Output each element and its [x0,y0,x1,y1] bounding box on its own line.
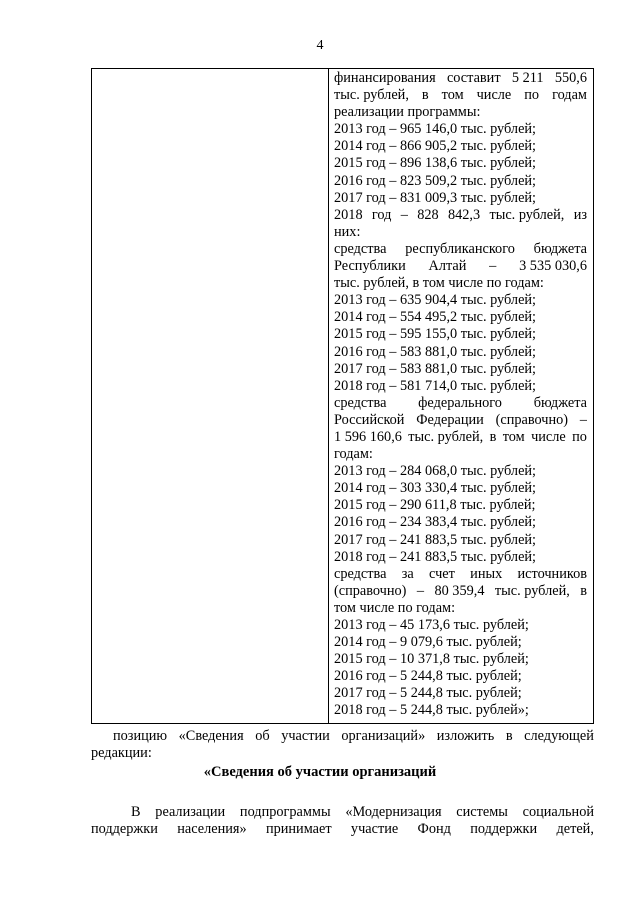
cell-text: 2014 год – 303 330,4 тыс. рублей; [334,480,537,497]
cell-text: федерального [418,394,502,411]
cell-text: 2016 год – 823 509,2 тыс. рублей; [334,172,537,189]
table-cell-line [334,207,587,224]
cell-text: в [489,428,497,445]
table-cell-line [334,634,587,651]
cell-text: 2017 год – 241 883,5 тыс. рублей; [334,531,537,548]
table-cell-line [334,463,587,480]
cell-text: – [400,206,408,223]
cell-text: числе [476,87,512,104]
cell-text: год [371,206,392,223]
paragraph-line: редакции: [91,745,152,761]
cell-text: финансирования [334,70,436,86]
cell-text: Федерации [416,411,484,428]
cell-text: 2016 год – 5 244,8 тыс. рублей; [334,668,522,685]
table-cell-line [334,497,587,514]
word: «Сведения [178,728,244,744]
word: позицию [113,728,168,744]
cell-text: 2018 год – 5 244,8 тыс. рублей»; [334,702,529,719]
word: реализации [155,804,226,820]
word: детей, [556,821,594,837]
cell-text: по [524,87,540,104]
table-cell-line [334,480,587,497]
cell-text: 2013 год – 284 068,0 тыс. рублей; [334,463,537,480]
table-cell-line [334,155,587,172]
cell-text: средства [334,565,387,582]
cell-text: том числе по годам: [334,599,456,616]
cell-text: счет [429,565,455,582]
cell-text: годам: [334,446,373,463]
paragraph-participation [91,804,594,838]
table-cell-line [334,344,587,361]
cell-text: (справочно) [334,582,407,599]
cell-text: тыс. рублей, [494,582,570,599]
paragraph-line [91,804,594,821]
table-cell-line [334,532,587,549]
cell-text: 2015 год – 10 371,8 тыс. рублей; [334,651,529,668]
cell-text: бюджета [533,394,587,411]
table-cell-line [334,258,587,275]
table-cell-line [334,190,587,207]
word: В [131,804,141,820]
cell-text: 2018 год – 241 883,5 тыс. рублей; [334,548,537,565]
cell-text: 2015 год – 595 155,0 тыс. рублей; [334,326,537,343]
funding-table [91,68,594,724]
table-cell-line [334,361,587,378]
cell-text: составит [446,70,501,86]
table-cell-line [334,70,587,87]
cell-text: средства [334,240,387,257]
cell-text: 2014 год – 554 495,2 тыс. рублей; [334,309,537,326]
table-cell-line [334,429,587,446]
table-cell-line [334,600,587,617]
table-cell-line [334,549,587,566]
cell-text: в [580,582,587,599]
word: об [255,728,270,744]
cell-text: Алтай [428,258,467,275]
cell-text: в [421,87,429,104]
table-cell-line [334,378,587,395]
cell-text: 2017 год – 831 009,3 тыс. рублей; [334,189,537,206]
cell-text: Республики [334,258,406,275]
cell-text: источников [517,565,587,582]
cell-text: 550,6 [554,70,587,86]
cell-text: них: [334,223,361,240]
table-cell-line [334,87,587,104]
table-right-cell [329,69,593,723]
table-cell-line [334,583,587,600]
cell-text: 2016 год – 234 383,4 тыс. рублей; [334,514,537,531]
cell-text: 2014 год – 866 905,2 тыс. рублей; [334,138,537,155]
cell-text: – [579,411,587,428]
paragraph-position [91,728,594,762]
cell-text: том [502,428,525,445]
table-cell-line [334,224,587,241]
word: поддержки [91,821,158,837]
word: изложить [436,728,495,744]
word: участие [350,821,399,837]
cell-text: из [573,206,587,223]
cell-text: тыс. рублей, [489,206,565,223]
cell-text: 842,3 [447,206,481,223]
table-cell-line [334,395,587,412]
table-cell-line [334,668,587,685]
word: Фонд [417,821,451,837]
cell-text: 3 535 030,6 [519,258,587,275]
cell-text: – [489,258,497,275]
table-cell-line [334,173,587,190]
cell-text: – [416,582,425,599]
table-cell-line [334,241,587,258]
cell-text: тыс. рублей, [408,428,484,445]
table-cell-line [334,446,587,463]
table-cell-line [334,702,587,719]
cell-text: тыс. рублей, [334,87,409,104]
word: следующей [524,728,594,744]
cell-text: числе [531,428,566,445]
table-cell-line [334,326,587,343]
word: социальной [522,804,594,820]
word: принимает [265,821,332,837]
cell-text: 2015 год – 896 138,6 тыс. рублей; [334,155,537,172]
table-cell-line [334,292,587,309]
cell-text: иных [470,565,503,582]
cell-text: 5 211 [511,70,544,86]
cell-text: 2017 год – 5 244,8 тыс. рублей; [334,685,522,702]
cell-text: (справочно) [495,411,569,428]
word: подпрограммы [239,804,331,820]
table-cell-line [334,617,587,634]
cell-text: тыс. рублей, в том числе по годам: [334,275,544,292]
word: системы [456,804,508,820]
table-cell-line [334,121,587,138]
word: в [505,728,513,744]
cell-text: бюджета [533,240,587,257]
cell-text: 2013 год – 965 146,0 тыс. рублей; [334,121,537,138]
cell-text: 2014 год – 9 079,6 тыс. рублей; [334,634,522,651]
table-left-cell [92,69,329,723]
cell-text: том [441,87,464,104]
word: «Модернизация [345,804,442,820]
table-cell-line [334,514,587,531]
table-cell-line [334,566,587,583]
word: участии [281,728,330,744]
cell-text: 2018 [334,206,363,223]
cell-text: за [401,565,414,582]
cell-text: 2013 год – 45 173,6 тыс. рублей; [334,617,529,633]
cell-text: Российской [334,411,405,428]
word: организаций» [341,728,426,744]
cell-text: 1 596 160,6 [334,428,402,445]
word: поддержки [470,821,538,837]
paragraph-line [91,821,594,838]
cell-text: реализации программы: [334,104,481,121]
cell-text: 828 [417,206,439,223]
table-cell-line [334,685,587,702]
cell-text: 2016 год – 583 881,0 тыс. рублей; [334,343,537,360]
table-cell-line [334,104,587,121]
cell-text: республиканского [405,240,515,257]
page-number: 4 [316,38,324,53]
table-cell-line [334,651,587,668]
cell-text: средства [334,394,387,411]
cell-text: по [572,428,587,445]
table-cell-line [334,309,587,326]
table-cell-line [334,412,587,429]
cell-text: 80 359,4 [434,582,485,599]
section-heading: «Сведения об участии организаций [203,764,437,780]
cell-text: 2018 год – 581 714,0 тыс. рублей; [334,377,537,394]
table-cell-line [334,275,587,292]
word: населения» [177,821,247,837]
paragraph-line [91,728,594,745]
cell-text: годам [552,87,587,104]
table-cell-line [334,138,587,155]
cell-text: 2013 год – 635 904,4 тыс. рублей; [334,292,537,309]
cell-text: 2017 год – 583 881,0 тыс. рублей; [334,360,537,377]
cell-text: 2015 год – 290 611,8 тыс. рублей; [334,497,536,514]
